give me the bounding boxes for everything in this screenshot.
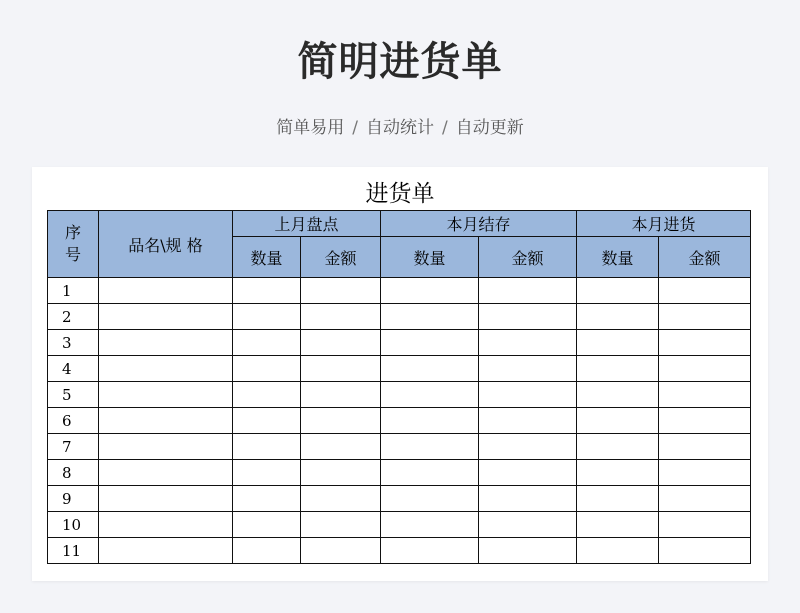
table-cell[interactable] (99, 356, 233, 382)
table-cell[interactable] (577, 434, 659, 460)
table-row (48, 486, 751, 512)
table-cell[interactable] (479, 512, 577, 538)
table-cell[interactable] (301, 408, 381, 434)
table-cell[interactable] (301, 486, 381, 512)
header-amount: 金额 (659, 237, 751, 278)
table-cell[interactable] (577, 408, 659, 434)
table-cell[interactable] (479, 538, 577, 564)
table-cell[interactable] (301, 278, 381, 304)
table-cell[interactable] (99, 460, 233, 486)
table-cell[interactable] (233, 278, 301, 304)
sheet-title: 进货单 (365, 181, 435, 207)
table-cell[interactable] (99, 304, 233, 330)
subtitle (0, 113, 800, 138)
table-cell[interactable] (479, 304, 577, 330)
table-cell[interactable] (381, 356, 479, 382)
subtitle-item-auto-update: 自动更新 (455, 118, 524, 138)
table-cell[interactable] (577, 460, 659, 486)
table-cell[interactable] (301, 460, 381, 486)
table-cell[interactable] (301, 434, 381, 460)
table-cell[interactable] (233, 512, 301, 538)
table-cell[interactable] (301, 356, 381, 382)
subtitle-item-auto-stats: 自动统计 (366, 118, 434, 138)
table-cell[interactable] (301, 304, 381, 330)
table-cell[interactable] (301, 330, 381, 356)
table-row (48, 408, 751, 434)
table-cell[interactable] (381, 486, 479, 512)
header-seq-line1: 序 (64, 223, 81, 242)
table-row (48, 434, 751, 460)
table-cell[interactable] (233, 434, 301, 460)
table-cell[interactable] (381, 330, 479, 356)
table-cell[interactable] (577, 304, 659, 330)
header-amount: 金额 (479, 237, 577, 278)
header-quantity: 数量 (233, 237, 301, 278)
table-cell[interactable] (659, 408, 751, 434)
table-cell[interactable] (381, 460, 479, 486)
header-quantity: 数量 (381, 237, 479, 278)
header-group-month-balance: 本月结存 (381, 211, 577, 237)
table-body (48, 278, 751, 564)
table-cell[interactable] (659, 330, 751, 356)
table-cell[interactable] (479, 408, 577, 434)
table-row (48, 330, 751, 356)
table-cell[interactable] (99, 382, 233, 408)
table-cell[interactable] (99, 330, 233, 356)
row-number-cell: 4 (48, 356, 99, 382)
table-cell[interactable] (659, 382, 751, 408)
table-cell[interactable] (577, 382, 659, 408)
table-row (48, 356, 751, 382)
table-cell[interactable] (233, 330, 301, 356)
table-row (48, 538, 751, 564)
table-row (48, 278, 751, 304)
table-cell[interactable] (577, 512, 659, 538)
table-cell[interactable] (577, 278, 659, 304)
row-number-cell: 8 (48, 460, 99, 486)
table-row (48, 512, 751, 538)
row-number-cell: 1 (48, 278, 99, 304)
row-number-cell: 3 (48, 330, 99, 356)
row-number-cell: 11 (48, 538, 99, 564)
page-title: 简明进货单 (297, 39, 503, 85)
table-cell[interactable] (99, 408, 233, 434)
table-cell[interactable] (659, 512, 751, 538)
table-cell[interactable] (381, 538, 479, 564)
table-cell[interactable] (233, 538, 301, 564)
table-row (48, 460, 751, 486)
table-cell[interactable] (659, 538, 751, 564)
header-seq-line2: 号 (64, 245, 81, 264)
table-cell[interactable] (233, 382, 301, 408)
table-cell[interactable] (659, 434, 751, 460)
table-cell[interactable] (301, 512, 381, 538)
spreadsheet-preview (32, 167, 768, 581)
table-cell[interactable] (479, 330, 577, 356)
table-cell[interactable] (381, 278, 479, 304)
table-cell[interactable] (99, 486, 233, 512)
table-cell[interactable] (233, 304, 301, 330)
table-row (48, 382, 751, 408)
table-cell[interactable] (99, 538, 233, 564)
table-cell[interactable] (381, 434, 479, 460)
subtitle-separator: / (442, 118, 448, 138)
row-number-cell: 10 (48, 512, 99, 538)
table-cell[interactable] (479, 460, 577, 486)
subtitle-item-easy: 简单易用 (276, 118, 345, 138)
table-cell[interactable] (301, 382, 381, 408)
table-cell[interactable] (479, 382, 577, 408)
table-cell[interactable] (659, 356, 751, 382)
header-product-spec: 品名\规 格 (99, 211, 233, 278)
table-cell[interactable] (233, 356, 301, 382)
table-cell[interactable] (479, 434, 577, 460)
row-number-cell: 2 (48, 304, 99, 330)
table-cell[interactable] (381, 408, 479, 434)
table-cell[interactable] (659, 460, 751, 486)
header-group-last-month-inventory: 上月盘点 (233, 211, 381, 237)
table-cell[interactable] (577, 486, 659, 512)
table-cell[interactable] (577, 356, 659, 382)
table-cell[interactable] (659, 486, 751, 512)
table-cell[interactable] (479, 278, 577, 304)
table-cell[interactable] (99, 434, 233, 460)
row-number-cell: 6 (48, 408, 99, 434)
table-row (48, 304, 751, 330)
table-cell[interactable] (659, 278, 751, 304)
header-group-month-purchase: 本月进货 (577, 211, 751, 237)
table-cell[interactable] (99, 512, 233, 538)
table-cell[interactable] (479, 486, 577, 512)
table-cell[interactable] (233, 486, 301, 512)
purchase-table (47, 210, 751, 564)
table-cell[interactable] (479, 356, 577, 382)
table-cell[interactable] (233, 408, 301, 434)
table-cell[interactable] (381, 382, 479, 408)
row-number-cell: 7 (48, 434, 99, 460)
header-amount: 金额 (301, 237, 381, 278)
table-cell[interactable] (577, 330, 659, 356)
header-quantity: 数量 (577, 237, 659, 278)
subtitle-separator: / (352, 118, 358, 138)
table-cell[interactable] (301, 538, 381, 564)
table-cell[interactable] (99, 278, 233, 304)
table-cell[interactable] (233, 460, 301, 486)
table-cell[interactable] (381, 304, 479, 330)
table-cell[interactable] (381, 512, 479, 538)
table-cell[interactable] (577, 538, 659, 564)
row-number-cell: 9 (48, 486, 99, 512)
header-seq (48, 211, 99, 278)
row-number-cell: 5 (48, 382, 99, 408)
table-cell[interactable] (659, 304, 751, 330)
